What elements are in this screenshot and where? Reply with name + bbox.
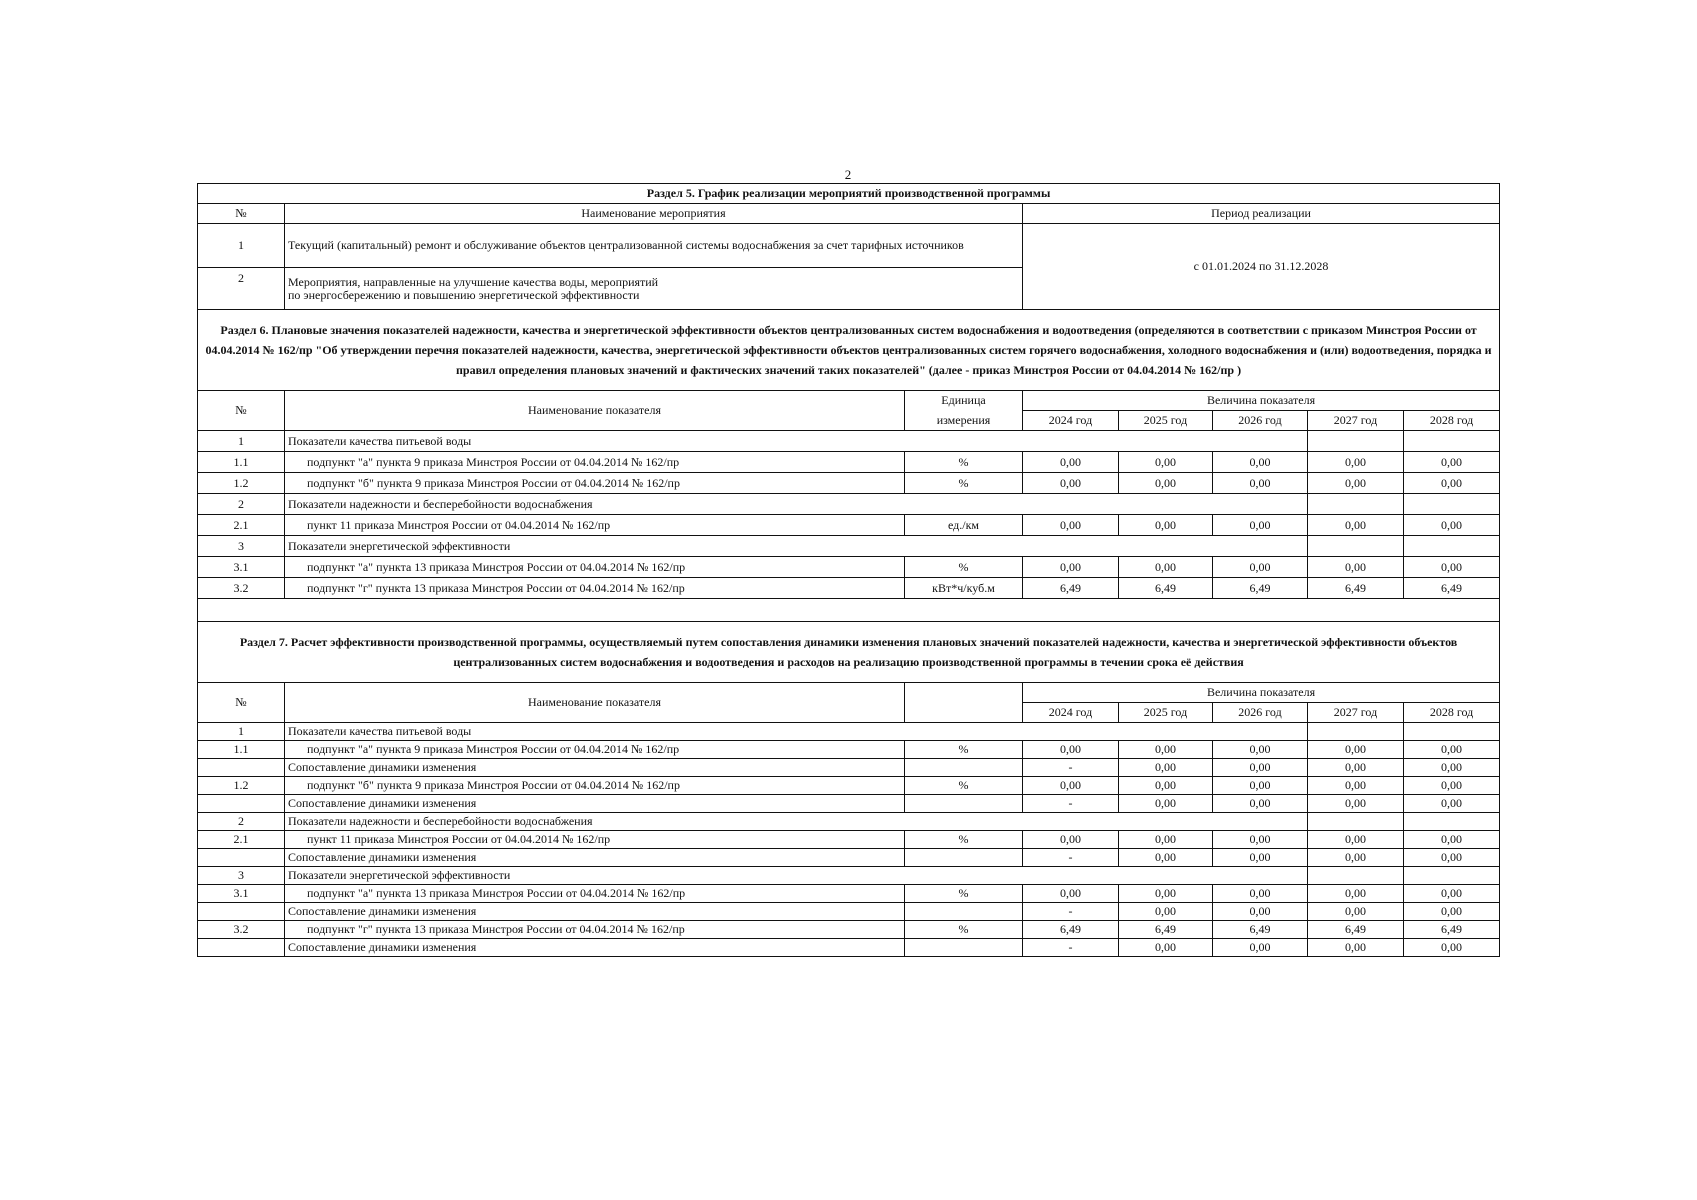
row-number <box>198 759 285 777</box>
section6-body <box>198 310 1500 431</box>
value-cell: 0,00 <box>1119 831 1213 849</box>
row-number: 1.2 <box>198 473 285 494</box>
s7-year: 2026 год <box>1213 703 1308 723</box>
value-cell: 0,00 <box>1308 831 1404 849</box>
value-cell: 0,00 <box>1119 557 1213 578</box>
value-cell: - <box>1023 939 1119 957</box>
s6-year: 2028 год <box>1404 411 1500 431</box>
table-row <box>198 557 1500 578</box>
value-cell: 0,00 <box>1404 903 1500 921</box>
table-row <box>198 831 1500 849</box>
s5-header-num: № <box>198 204 285 224</box>
value-cell: 0,00 <box>1308 849 1404 867</box>
value-cell: 0,00 <box>1119 795 1213 813</box>
table-row <box>198 921 1500 939</box>
table-row <box>198 903 1500 921</box>
section5-title: Раздел 5. График реализации мероприятий производственной программы <box>198 184 1500 204</box>
s6-header-num: № <box>198 391 285 431</box>
comparison-name: Сопоставление динамики изменения <box>285 903 905 921</box>
s5-header-name: Наименование мероприятия <box>285 204 1023 224</box>
value-cell: 0,00 <box>1404 795 1500 813</box>
table-row <box>198 939 1500 957</box>
row-number <box>198 849 285 867</box>
row-number: 2.1 <box>198 831 285 849</box>
value-cell: 0,00 <box>1308 777 1404 795</box>
table-row <box>198 777 1500 795</box>
s6-year: 2025 год <box>1119 411 1213 431</box>
value-cell: 0,00 <box>1213 557 1308 578</box>
value-cell: 0,00 <box>1119 939 1213 957</box>
indicator-name: подпункт "а" пункта 9 приказа Минстроя России от 04.04.2014 № 162/пр <box>285 741 905 759</box>
indicator-name: подпункт "г" пункта 13 приказа Минстроя России от 04.04.2014 № 162/пр <box>285 578 905 599</box>
value-cell: 0,00 <box>1119 741 1213 759</box>
value-cell: 0,00 <box>1308 741 1404 759</box>
comparison-name: Сопоставление динамики изменения <box>285 759 905 777</box>
value-cell: 6,49 <box>1213 921 1308 939</box>
value-cell: 6,49 <box>1119 921 1213 939</box>
unit-cell: ед./км <box>905 515 1023 536</box>
value-cell: 0,00 <box>1404 452 1500 473</box>
s7-header-name: Наименование показателя <box>285 683 905 723</box>
unit-cell: % <box>905 741 1023 759</box>
empty-cell <box>1404 536 1500 557</box>
empty-cell <box>1404 431 1500 452</box>
value-cell: 0,00 <box>1308 473 1404 494</box>
empty-cell <box>1308 723 1404 741</box>
unit-cell: % <box>905 777 1023 795</box>
s7-year: 2028 год <box>1404 703 1500 723</box>
table-row <box>198 536 1500 557</box>
value-cell: 0,00 <box>1119 903 1213 921</box>
value-cell: 0,00 <box>1308 903 1404 921</box>
comparison-name: Сопоставление динамики изменения <box>285 939 905 957</box>
value-cell: 6,49 <box>1308 921 1404 939</box>
s7-header-value: Величина показателя <box>1023 683 1500 703</box>
empty-cell <box>1404 813 1500 831</box>
table-row <box>198 515 1500 536</box>
group-name: Показатели качества питьевой воды <box>285 431 1308 452</box>
s5-row2-name-line1: Мероприятия, направленные на улучшение качества воды, мероприятий <box>288 274 659 289</box>
value-cell: 0,00 <box>1213 795 1308 813</box>
empty-cell <box>1308 494 1404 515</box>
table-row <box>198 494 1500 515</box>
value-cell: 0,00 <box>1213 741 1308 759</box>
group-name: Показатели качества питьевой воды <box>285 723 1308 741</box>
value-cell: 0,00 <box>1308 885 1404 903</box>
row-number: 2 <box>198 494 285 515</box>
unit-cell <box>905 939 1023 957</box>
value-cell: 0,00 <box>1213 759 1308 777</box>
value-cell: 0,00 <box>1308 759 1404 777</box>
value-cell: 0,00 <box>1308 515 1404 536</box>
table-row <box>198 849 1500 867</box>
indicator-name: подпункт "а" пункта 13 приказа Минстроя России от 04.04.2014 № 162/пр <box>285 557 905 578</box>
s5-row2-name <box>285 268 1023 310</box>
table-row <box>198 578 1500 599</box>
value-cell: 6,49 <box>1404 921 1500 939</box>
section-spacer <box>198 599 1500 622</box>
value-cell: 0,00 <box>1023 557 1119 578</box>
value-cell: 0,00 <box>1213 885 1308 903</box>
value-cell: 6,49 <box>1404 578 1500 599</box>
s5-row2-num: 2 <box>198 268 285 310</box>
row-number: 3.2 <box>198 921 285 939</box>
value-cell: 0,00 <box>1119 473 1213 494</box>
row-number: 2.1 <box>198 515 285 536</box>
value-cell: 0,00 <box>1213 903 1308 921</box>
empty-cell <box>1308 867 1404 885</box>
table-row <box>198 723 1500 741</box>
value-cell: 0,00 <box>1404 885 1500 903</box>
s6-header-value: Величина показателя <box>1023 391 1500 411</box>
value-cell: 6,49 <box>1119 578 1213 599</box>
group-name: Показатели энергетической эффективности <box>285 536 1308 557</box>
indicator-name: пункт 11 приказа Минстроя России от 04.04.2014 № 162/пр <box>285 515 905 536</box>
section7-rows <box>198 723 1500 957</box>
empty-cell <box>1308 536 1404 557</box>
page-number: 2 <box>844 167 852 182</box>
value-cell: 0,00 <box>1213 831 1308 849</box>
value-cell: 0,00 <box>1119 849 1213 867</box>
value-cell: 0,00 <box>1023 831 1119 849</box>
indicator-name: пункт 11 приказа Минстроя России от 04.04.2014 № 162/пр <box>285 831 905 849</box>
value-cell: 0,00 <box>1404 515 1500 536</box>
value-cell: 0,00 <box>1404 849 1500 867</box>
empty-cell <box>1404 494 1500 515</box>
unit-cell <box>905 759 1023 777</box>
value-cell: - <box>1023 903 1119 921</box>
unit-cell <box>905 903 1023 921</box>
value-cell: 0,00 <box>1308 452 1404 473</box>
unit-cell: % <box>905 921 1023 939</box>
value-cell: - <box>1023 849 1119 867</box>
value-cell: 0,00 <box>1404 939 1500 957</box>
value-cell: 0,00 <box>1404 473 1500 494</box>
value-cell: 6,49 <box>1023 921 1119 939</box>
value-cell: 0,00 <box>1119 759 1213 777</box>
value-cell: 0,00 <box>1308 795 1404 813</box>
section6-rows <box>198 431 1500 599</box>
s6-header-unit-line2: измерения <box>905 411 1023 431</box>
value-cell: 6,49 <box>1308 578 1404 599</box>
row-number: 2 <box>198 813 285 831</box>
indicator-name: подпункт "б" пункта 9 приказа Минстроя России от 04.04.2014 № 162/пр <box>285 777 905 795</box>
value-cell: 0,00 <box>1404 777 1500 795</box>
comparison-name: Сопоставление динамики изменения <box>285 849 905 867</box>
value-cell: 6,49 <box>1023 578 1119 599</box>
unit-cell <box>905 849 1023 867</box>
empty-cell <box>1308 813 1404 831</box>
s6-year: 2026 год <box>1213 411 1308 431</box>
row-number <box>198 903 285 921</box>
value-cell: 0,00 <box>1213 515 1308 536</box>
spacer-row <box>198 599 1500 622</box>
unit-cell: кВт*ч/куб.м <box>905 578 1023 599</box>
program-table <box>197 183 1500 957</box>
value-cell: 6,49 <box>1213 578 1308 599</box>
empty-cell <box>1404 723 1500 741</box>
comparison-name: Сопоставление динамики изменения <box>285 795 905 813</box>
s7-year: 2027 год <box>1308 703 1404 723</box>
group-name: Показатели энергетической эффективности <box>285 867 1308 885</box>
document-sheet <box>197 168 1499 957</box>
row-number <box>198 939 285 957</box>
section6-title: Раздел 6. Плановые значения показателей надежности, качества и энергетической эффективности объектов централизованных систем водоснабжения и водоотведения (определяются в соответствии с приказом Минстроя России от 04.04.2014 № 162/пр "Об утверждении перечня показателей надежности, качества, энергетической эффективности объектов централизованных систем горячего водоснабжения, холодного водоснабжения и (или) водоотведения, порядка и правил определения плановых значений и фактических значений таких показателей" (далее - приказ Минстроя России от 04.04.2014 № 162/пр ) <box>198 310 1500 391</box>
table-row <box>198 813 1500 831</box>
value-cell: 0,00 <box>1213 849 1308 867</box>
value-cell: 0,00 <box>1308 939 1404 957</box>
value-cell: 0,00 <box>1213 939 1308 957</box>
value-cell: - <box>1023 795 1119 813</box>
value-cell: 0,00 <box>1023 885 1119 903</box>
table-row <box>198 473 1500 494</box>
indicator-name: подпункт "г" пункта 13 приказа Минстроя России от 04.04.2014 № 162/пр <box>285 921 905 939</box>
value-cell: 0,00 <box>1404 557 1500 578</box>
unit-cell: % <box>905 452 1023 473</box>
row-number: 1.2 <box>198 777 285 795</box>
row-number: 3.1 <box>198 885 285 903</box>
s7-header-num: № <box>198 683 285 723</box>
empty-cell <box>1308 431 1404 452</box>
row-number: 1.1 <box>198 452 285 473</box>
s6-year: 2027 год <box>1308 411 1404 431</box>
value-cell: 0,00 <box>1119 885 1213 903</box>
table-row <box>198 431 1500 452</box>
s7-header-unit <box>905 683 1023 723</box>
value-cell: 0,00 <box>1213 452 1308 473</box>
indicator-name: подпункт "б" пункта 9 приказа Минстроя России от 04.04.2014 № 162/пр <box>285 473 905 494</box>
value-cell: 0,00 <box>1119 777 1213 795</box>
row-number: 3.2 <box>198 578 285 599</box>
row-number <box>198 795 285 813</box>
row-number: 3 <box>198 867 285 885</box>
value-cell: 0,00 <box>1404 741 1500 759</box>
row-number: 1.1 <box>198 741 285 759</box>
row-number: 1 <box>198 723 285 741</box>
table-row <box>198 795 1500 813</box>
value-cell: 0,00 <box>1404 759 1500 777</box>
indicator-name: подпункт "а" пункта 9 приказа Минстроя России от 04.04.2014 № 162/пр <box>285 452 905 473</box>
s5-row2-name-line2: по энергосбережению и повышению энергетической эффективности <box>288 287 640 302</box>
s5-header-period: Период реализации <box>1023 204 1500 224</box>
value-cell: 0,00 <box>1023 741 1119 759</box>
unit-cell: % <box>905 885 1023 903</box>
value-cell: 0,00 <box>1119 452 1213 473</box>
group-name: Показатели надежности и бесперебойности водоснабжения <box>285 813 1308 831</box>
value-cell: 0,00 <box>1119 515 1213 536</box>
table-row <box>198 759 1500 777</box>
value-cell: 0,00 <box>1023 473 1119 494</box>
s6-header-unit-line1: Единица <box>905 391 1023 411</box>
unit-cell: % <box>905 473 1023 494</box>
group-name: Показатели надежности и бесперебойности водоснабжения <box>285 494 1308 515</box>
unit-cell: % <box>905 557 1023 578</box>
s5-period-value: с 01.01.2024 по 31.12.2028 <box>1023 224 1500 310</box>
s5-row1-num: 1 <box>198 224 285 268</box>
value-cell: 0,00 <box>1213 473 1308 494</box>
row-number: 3.1 <box>198 557 285 578</box>
table-row <box>198 741 1500 759</box>
s6-year: 2024 год <box>1023 411 1119 431</box>
value-cell: 0,00 <box>1023 777 1119 795</box>
s7-year: 2025 год <box>1119 703 1213 723</box>
s7-year: 2024 год <box>1023 703 1119 723</box>
table-row <box>198 867 1500 885</box>
section7-body <box>198 622 1500 723</box>
value-cell: 0,00 <box>1213 777 1308 795</box>
s6-header-name: Наименование показателя <box>285 391 905 431</box>
unit-cell: % <box>905 831 1023 849</box>
section5-body <box>198 184 1500 310</box>
row-number: 3 <box>198 536 285 557</box>
table-row <box>198 452 1500 473</box>
value-cell: 0,00 <box>1308 557 1404 578</box>
s5-row1-name: Текущий (капитальный) ремонт и обслуживание объектов централизованной системы водоснабжения за счет тарифных источников <box>285 224 1023 268</box>
value-cell: 0,00 <box>1023 452 1119 473</box>
value-cell: 0,00 <box>1404 831 1500 849</box>
empty-cell <box>1404 867 1500 885</box>
row-number: 1 <box>198 431 285 452</box>
table-row <box>198 885 1500 903</box>
indicator-name: подпункт "а" пункта 13 приказа Минстроя России от 04.04.2014 № 162/пр <box>285 885 905 903</box>
value-cell: - <box>1023 759 1119 777</box>
value-cell: 0,00 <box>1023 515 1119 536</box>
unit-cell <box>905 795 1023 813</box>
section7-title: Раздел 7. Расчет эффективности производственной программы, осуществляемый путем сопоставления динамики изменения плановых значений показателей надежности, качества и энергетической эффективности объектов централизованных систем водоснабжения и водоотведения и расходов на реализацию производственной программы в течении срока её действия <box>198 622 1500 683</box>
